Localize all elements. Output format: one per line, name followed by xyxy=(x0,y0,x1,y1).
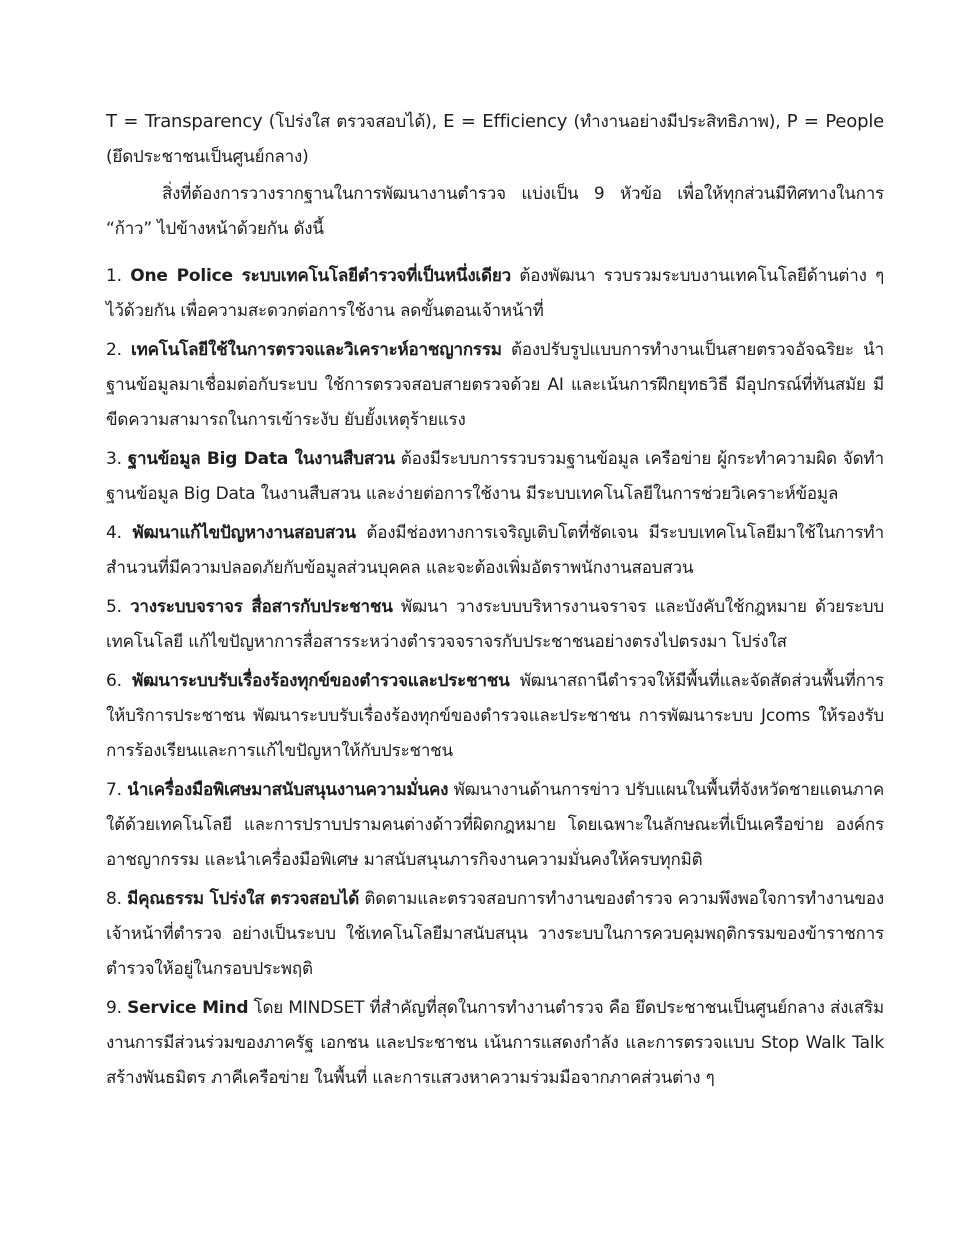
item-number: 1. xyxy=(106,266,131,286)
list-item xyxy=(106,991,884,1096)
item-body: ติดตามและตรวจสอบการทำงานของตำรวจ ความพึงพอใจการทำงานของเจ้าหน้าที่ตำรวจ อย่างเป็นระบบ ใช้เทคโนโลยีมาสนับสนุน วางระบบในการควบคุมพฤติกรรมของข้าราชการตำรวจให้อยู่ในกรอบประพฤติ xyxy=(106,889,885,979)
item-title: พัฒนาระบบรับเรื่องร้องทุกข์ของตำรวจและประชาชน xyxy=(132,671,510,691)
item-body: ต้องมีระบบการรวบรวมฐานข้อมูล เครือข่าย ผู้กระทำความผิด จัดทำฐานข้อมูล Big Data ในงานสืบสวน และง่ายต่อการใช้งาน มีระบบเทคโนโลยีในการช่วยวิเคราะห์ข้อมูล xyxy=(106,449,884,504)
item-title: One Police ระบบเทคโนโลยีตำรวจที่เป็นหนึ่งเดียว xyxy=(130,266,511,286)
intro-p-desc: (ยึดประชาชนเป็นศูนย์กลาง) xyxy=(106,147,309,167)
list-item xyxy=(106,882,884,987)
item-title: ฐานข้อมูล Big Data ในงานสืบสวน xyxy=(127,449,395,469)
intro-e-term: E = Efficiency xyxy=(443,111,568,132)
list-item xyxy=(106,442,884,512)
lead-paragraph: สิ่งที่ต้องการวางรากฐานในการพัฒนางานตำรวจ แบ่งเป็น 9 หัวข้อ เพื่อให้ทุกส่วนมีทิศทางในการ “ก้าว” ไปข้างหน้าด้วยกัน ดังนี้ xyxy=(106,184,884,239)
document-page xyxy=(106,104,884,1100)
list-item xyxy=(106,664,884,769)
item-body: พัฒนางานด้านการข่าว ปรับแผนในพื้นที่จังหวัดชายแดนภาคใต้ด้วยเทคโนโลยี และการปราบปรามคนต่างด้าวที่ผิดกฎหมาย โดยเฉพาะในลักษณะที่เป็นเครือข่าย องค์กรอาชญากรรม และนำเครื่องมือพิเศษ มาสนับสนุนภารกิจงานความมั่นคงให้ครบทุกมิติ xyxy=(106,780,885,870)
item-title: Service Mind xyxy=(127,998,249,1018)
item-number: 8. xyxy=(106,889,128,909)
item-title: มีคุณธรรม โปร่งใส ตรวจสอบได้ xyxy=(127,889,360,909)
list-item xyxy=(106,333,884,438)
item-title: พัฒนาแก้ไขปัญหางานสอบสวน xyxy=(132,523,356,543)
item-number: 6. xyxy=(106,671,133,691)
item-title: วางระบบจราจร สื่อสารกับประชาชน xyxy=(130,597,393,617)
intro-paragraph xyxy=(106,104,884,175)
item-title: นำเครื่องมือพิเศษมาสนับสนุนงานความมั่นคง xyxy=(127,780,449,800)
item-body: ต้องมีช่องทางการเจริญเติบโตที่ชัดเจน มีระบบเทคโนโลยีมาใช้ในการทำสำนวนที่มีความปลอดภัยกับข้อมูลส่วนบุคคล และจะต้องเพิ่มอัตราพนักงานสอบสวน xyxy=(106,523,884,578)
intro-t-desc: (โปร่งใส ตรวจสอบได้), xyxy=(262,112,444,132)
item-number: 2. xyxy=(106,340,131,360)
item-number: 9. xyxy=(106,998,128,1018)
list-item xyxy=(106,590,884,660)
list-item xyxy=(106,259,884,329)
intro-p-term: P = People xyxy=(786,111,884,132)
intro-t-term: T = Transparency xyxy=(106,111,263,132)
item-body: ต้องพัฒนา รวบรวมระบบงานเทคโนโลยีด้านต่าง ๆ ไว้ด้วยกัน เพื่อความสะดวกต่อการใช้งาน ลดขั้นตอนเจ้าหน้าที่ xyxy=(106,266,884,321)
item-title: เทคโนโลยีใช้ในการตรวจและวิเคราะห์อาชญากรรม xyxy=(131,340,502,360)
item-body: พัฒนาสถานีตำรวจให้มีพื้นที่และจัดสัดส่วนพื้นที่การให้บริการประชาชน พัฒนาระบบรับเรื่องร้องทุกข์ของตำรวจและประชาชน การพัฒนาระบบ Jcoms ให้รองรับการร้องเรียนและการแก้ไขปัญหาให้กับประชาชน xyxy=(106,671,884,761)
item-body: โดย MINDSET ที่สำคัญที่สุดในการทำงานตำรวจ คือ ยึดประชาชนเป็นศูนย์กลาง ส่งเสริมงานการมีส่วนร่วมของภาครัฐ เอกชน และประชาชน เน้นการแสดงกำลัง และการตรวจแบบ Stop Walk Talk สร้างพันธมิตร ภาคีเครือข่าย ในพื้นที่ และการแสวงหาความร่วมมือจากภาคส่วนต่าง ๆ xyxy=(106,998,884,1088)
item-body: ต้องปรับรูปแบบการทำงานเป็นสายตรวจอัจฉริยะ นำฐานข้อมูลมาเชื่อมต่อกับระบบ ใช้การตรวจสอบสายตรวจด้วย AI และเน้นการฝึกยุทธวิธี มีอุปกรณ์ที่ทันสมัย มีขีดความสามารถในการเข้าระงับ ยับยั้งเหตุร้ายแรง xyxy=(106,340,884,430)
item-number: 4. xyxy=(106,523,133,543)
item-number: 5. xyxy=(106,597,131,617)
list-item xyxy=(106,773,884,878)
item-number: 3. xyxy=(106,449,128,469)
list-item xyxy=(106,516,884,586)
item-number: 7. xyxy=(106,780,128,800)
intro-e-desc: (ทำงานอย่างมีประสิทธิภาพ), xyxy=(567,112,787,132)
item-body: พัฒนา วางระบบบริหารงานจราจร และบังคับใช้กฎหมาย ด้วยระบบเทคโนโลยี แก้ไขปัญหาการสื่อสารระหว่างตำรวจจราจรกับประชาชนอย่างตรงไปตรงมา โปร่งใส xyxy=(106,597,884,652)
